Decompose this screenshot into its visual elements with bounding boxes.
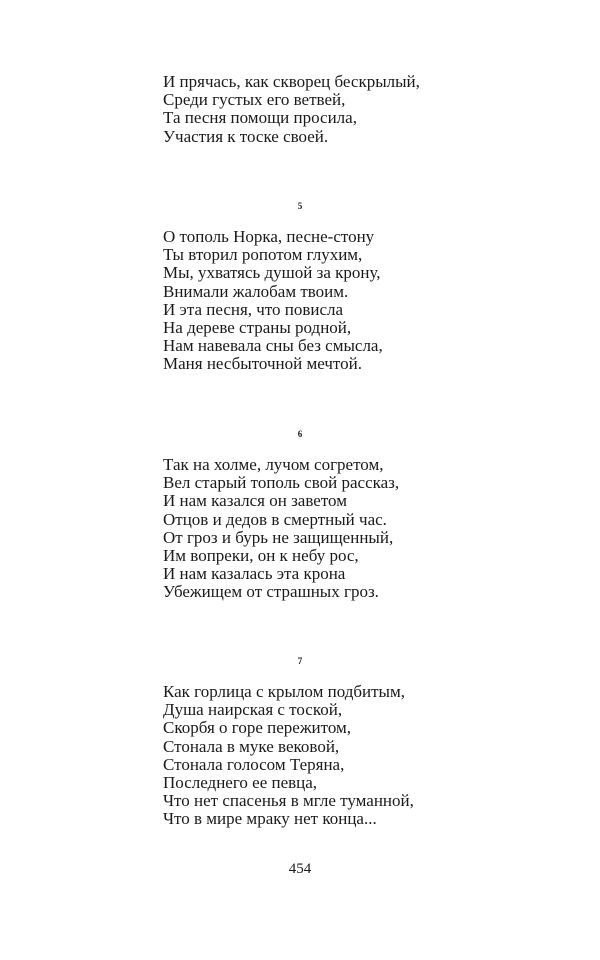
verse-line: Душа наирская с тоской, xyxy=(163,700,343,720)
verse-line: Отцов и дедов в смертный час. xyxy=(163,509,387,529)
verse-line: И нам казался он заветом xyxy=(163,491,347,511)
verse-line: Стонала в муке вековой, xyxy=(163,736,340,756)
verse-line: Последнего ее певца, xyxy=(163,773,318,793)
page-number: 454 xyxy=(288,861,312,877)
section-number-5: 5 xyxy=(297,201,303,211)
verse-line: Ты вторил ропотом глухим, xyxy=(163,245,363,265)
verse-line: Убежищем от страшных гроз. xyxy=(163,582,379,602)
verse-line: Та песня помощи просила, xyxy=(163,108,357,128)
verse-line: Маня несбыточной мечтой. xyxy=(163,354,362,374)
verse-line: Вел старый тополь свой рассказ, xyxy=(163,473,400,493)
verse-line: Среди густых его ветвей, xyxy=(163,90,346,110)
section-number-6: 6 xyxy=(297,429,303,439)
verse-line: И эта песня, что повисла xyxy=(163,299,344,319)
verse-line: Мы, ухватясь душой за крону, xyxy=(163,263,381,283)
verse-line: Что в мире мраку нет конца... xyxy=(163,809,377,829)
stanza-7 xyxy=(163,683,493,829)
verse-line: Так на холме, лучом согретом, xyxy=(163,455,384,474)
stanza-4-continuation xyxy=(163,73,493,146)
verse-line: Участия к тоске своей. xyxy=(163,126,329,146)
verse-line: И прячась, как скворец бескрылый, xyxy=(163,72,420,91)
verse-line: Внимали жалобам твоим. xyxy=(163,281,349,301)
verse-line: Скорбя о горе пережитом, xyxy=(163,718,352,738)
verse-line: О тополь Норка, песне-стону xyxy=(163,227,375,246)
stanza-5 xyxy=(163,228,493,374)
verse-line: Что нет спасенья в мгле туманной, xyxy=(163,791,414,811)
verse-line: И нам казалась эта крона xyxy=(163,564,346,584)
verse-line: От гроз и бурь не защищенный, xyxy=(163,527,394,547)
stanza-6 xyxy=(163,456,493,602)
verse-line: Как горлица с крылом подбитым, xyxy=(163,682,405,701)
verse-line: На дереве страны родной, xyxy=(163,318,352,338)
verse-line: Им вопреки, он к небу рос, xyxy=(163,546,359,566)
verse-line: Стонала голосом Теряна, xyxy=(163,754,345,774)
section-number-7: 7 xyxy=(297,656,303,666)
verse-line: Нам навевала сны без смысла, xyxy=(163,336,383,356)
